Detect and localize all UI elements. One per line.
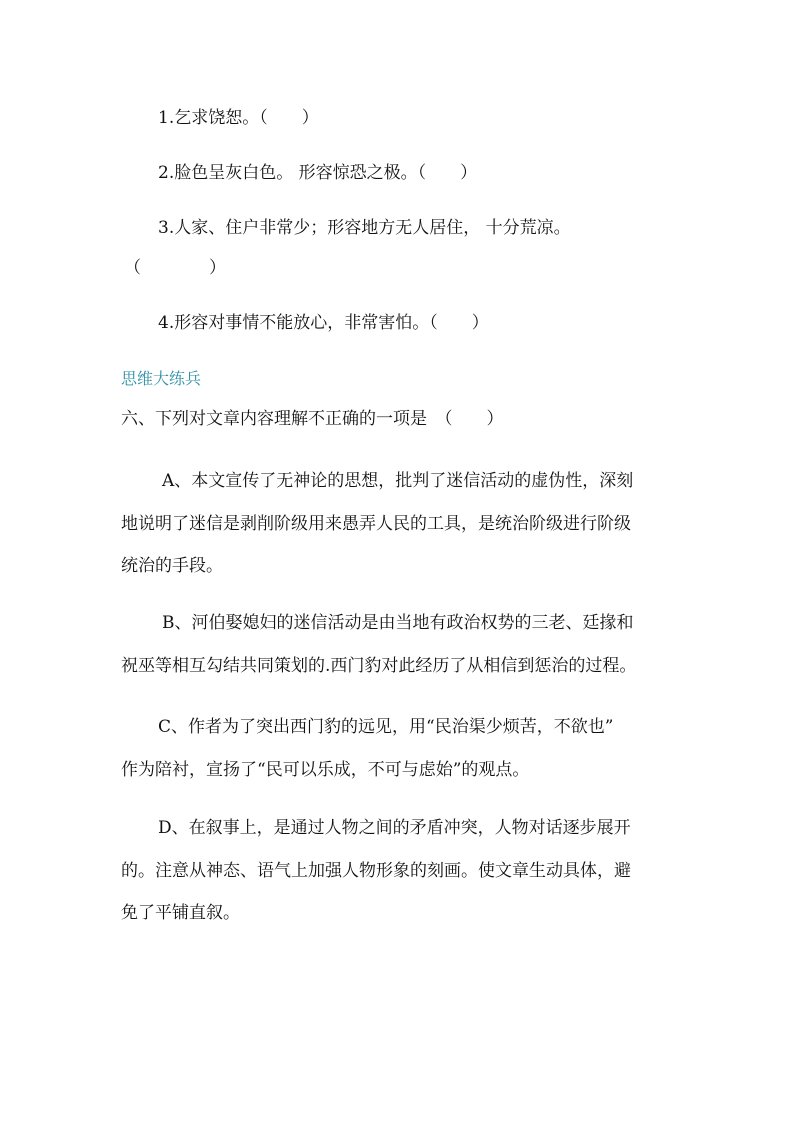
option-c-line-2: 作为陪衬，宣扬了“民可以乐成，不可与虑始”的观点。 [121, 760, 530, 780]
option-b-line-2: 祝巫等相互勾结共同策划的.西门豹对此经历了从相信到惩治的过程。 [121, 656, 637, 676]
option-a-line-2: 地说明了迷信是剥削阶级用来愚弄人民的工具，是统治阶级进行阶级 [121, 514, 631, 534]
section-title: 思维大练兵 [121, 369, 202, 388]
option-a-line-1: A、本文宣传了无神论的思想，批判了迷信活动的虚伪性，深刻 [162, 471, 634, 491]
item-4: 4.形容对事情不能放心，非常害怕。（ ） [158, 313, 489, 333]
option-d-line-3: 免了平铺直叙。 [121, 903, 240, 923]
option-c-line-1: C、作者为了突出西门豹的远见，用“民治渠少烦苦，不欲也” [158, 717, 614, 737]
option-d-line-2: 的。注意从神态、语气上加强人物形象的刻画。使文章生动具体，避 [121, 861, 631, 881]
option-a-line-3: 统治的手段。 [121, 556, 223, 576]
item-3-line-1: 3.人家、住户非常少；形容地方无人居住， 十分荒凉。 [158, 218, 571, 238]
item-2: 2.脸色呈灰白色。 形容惊恐之极。（ ） [158, 163, 478, 183]
option-b-line-1: B、河伯娶媳妇的迷信活动是由当地有政治权势的三老、廷掾和 [162, 613, 634, 633]
option-d-line-1: D、在叙事上，是通过人物之间的矛盾冲突，人物对话逐步展开 [158, 818, 631, 838]
item-3-line-2: （ ） [124, 258, 226, 278]
question-stem: 六、下列对文章内容理解不正确的一项是 （ ） [121, 409, 504, 429]
item-1: 1.乞求饶恕。（ ） [158, 108, 319, 128]
